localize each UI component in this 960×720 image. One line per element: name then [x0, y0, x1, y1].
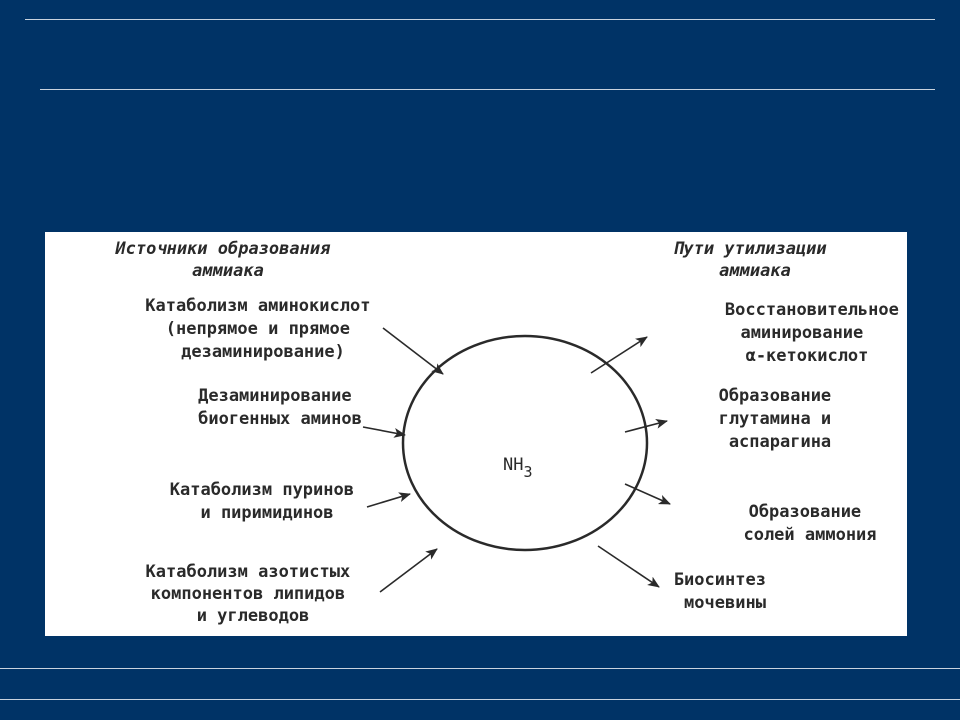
source-biogenic-amines [198, 386, 362, 429]
source-2-line-2: биогенных аминов [198, 409, 362, 429]
use-3-line-1: Образование [748, 502, 862, 522]
use-1-line-3: α-кетокислот [745, 346, 869, 366]
use-1-line-2: аминирование [740, 323, 864, 343]
source-4-line-3: и углеводов [196, 606, 310, 626]
source-3-line-2: и пиримидинов [200, 503, 334, 523]
use-3-line-2: солей аммония [743, 525, 877, 545]
nh3-label [503, 455, 533, 481]
uses-header-line-2: аммиака [719, 261, 791, 281]
use-reductive-amination [725, 300, 907, 366]
use-4-line-1: Биосинтез [673, 570, 766, 590]
arrow-source-3 [367, 494, 410, 507]
nh3-subscript: 3 [523, 463, 533, 481]
source-1-line-1: Катаболизм аминокислот [145, 296, 371, 316]
sources-header [114, 239, 340, 281]
use-2-line-1: Образование [718, 386, 832, 406]
arrow-use-1 [591, 337, 647, 373]
sources-header-line-1: Источники образования [115, 239, 331, 259]
use-1-line-1: Восстановительное [724, 300, 899, 320]
top-rule-1 [25, 19, 935, 20]
source-4-line-2: компонентов липидов [150, 584, 346, 604]
source-1-line-2: (непрямое и прямое [165, 319, 350, 339]
nh3-main: NH [503, 455, 524, 475]
uses-header-line-1: Пути утилизации [673, 239, 827, 259]
use-4-line-2: мочевины [684, 593, 766, 613]
bottom-rule-2 [0, 699, 960, 700]
source-4-line-1: Катаболизм азотистых [145, 562, 351, 582]
use-2-line-2: глутамина и [718, 409, 832, 429]
use-2-line-3: аспарагина [728, 432, 832, 452]
sources-header-line-2: аммиака [192, 261, 264, 281]
arrow-source-1 [383, 328, 443, 374]
arrow-source-4 [380, 549, 437, 592]
source-amino-acid-catabolism [145, 296, 380, 362]
source-1-line-3: дезаминирование) [181, 342, 345, 362]
source-2-line-1: Дезаминирование [198, 386, 352, 406]
top-rule-2 [40, 89, 935, 90]
bottom-rule-1 [0, 668, 960, 669]
arrow-use-4 [598, 546, 659, 587]
uses-header [673, 239, 837, 281]
use-ammonium-salts [743, 502, 876, 545]
use-urea-biosynthesis [674, 570, 776, 613]
source-purines-pyrimidines [170, 480, 364, 523]
use-glutamine-asparagine [719, 386, 842, 452]
ammonia-diagram-panel [45, 232, 907, 636]
arrow-source-2 [363, 427, 405, 435]
source-3-line-1: Катаболизм пуринов [169, 480, 354, 500]
source-nitrogen-components [146, 562, 361, 626]
ammonia-diagram [45, 232, 907, 636]
ammonia-pool-circle [403, 336, 647, 550]
